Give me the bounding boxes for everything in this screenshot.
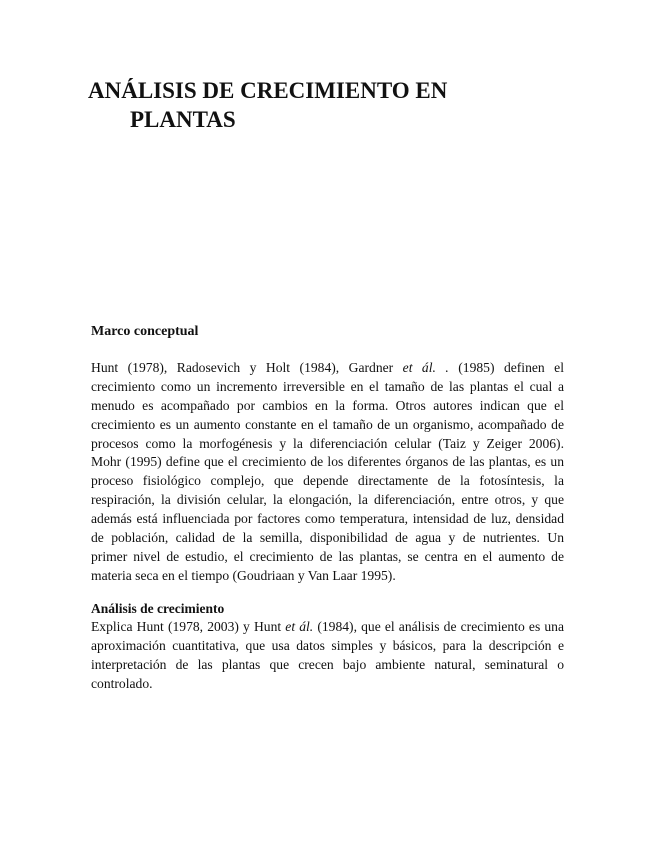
paragraph-line: materia seca en el tiempo (Goudriaan y Van Laar 1995). [91,567,396,583]
title-line-2: PLANTAS [130,107,236,132]
text-run: (1984), que el análisis de crecimiento es una [313,619,564,634]
paragraph-line: controlado. [91,675,153,691]
paragraph-line: Mohr (1995) define que el crecimiento de los diferentes órganos de las plantas, es un [91,454,564,470]
text-run: Explica Hunt (1978, 2003) y Hunt [91,619,286,634]
paragraph-line: proceso fisiológico complejo, que depende directamente de la fotosíntesis, la [91,473,564,489]
paragraph-line: menudo es acompañado por cambios en la forma. Otros autores indican que el [91,397,564,413]
paragraph-line: primer nivel de estudio, el crecimiento de las plantas, se centra en el aumento de [91,548,564,564]
italic-text-run: et ál. . [402,360,449,375]
paragraph-analisis-de-crecimiento [91,618,564,694]
paragraph-line: de población, calidad de la semilla, disponibilidad de agua y de nutrientes. Un [91,530,564,546]
paragraph-line: además está influenciada por factores como temperatura, intensidad de luz, densidad [91,511,564,527]
section-heading-analisis-de-crecimiento: Análisis de crecimiento [91,601,225,616]
paragraph-line: crecimiento es un aumento constante en el tamaño de un organismo, acompañado de [91,416,564,432]
paragraph-line [91,359,564,378]
paragraph-line: interpretación de las plantas que crecen bajo ambiente natural, seminatural o [91,656,564,672]
paragraph-line: crecimiento como un incremento irreversible en el tamaño de las plantas el cual a [91,378,564,394]
paragraph-marco-conceptual [91,359,564,586]
paragraph-line: respiración, la división celular, la elongación, la diferenciación, entre otros, y que [91,492,564,508]
paragraph-line: aproximación cuantitativa, que usa datos simples y básicos, para la descripción e [91,637,564,653]
title-line-1: ANÁLISIS DE CRECIMIENTO EN [88,78,448,103]
text-run: (1985) definen el [448,360,564,375]
document-title [88,76,558,134]
paragraph-line [91,618,564,637]
text-run: Hunt (1978), Radosevich y Holt (1984), Gardner [91,360,403,375]
paragraph-line: procesos como la morfogénesis y la diferenciación celular (Taiz y Zeiger 2006). [91,435,564,451]
section-heading-marco-conceptual: Marco conceptual [91,324,199,339]
italic-text-run: et ál. [285,619,314,634]
